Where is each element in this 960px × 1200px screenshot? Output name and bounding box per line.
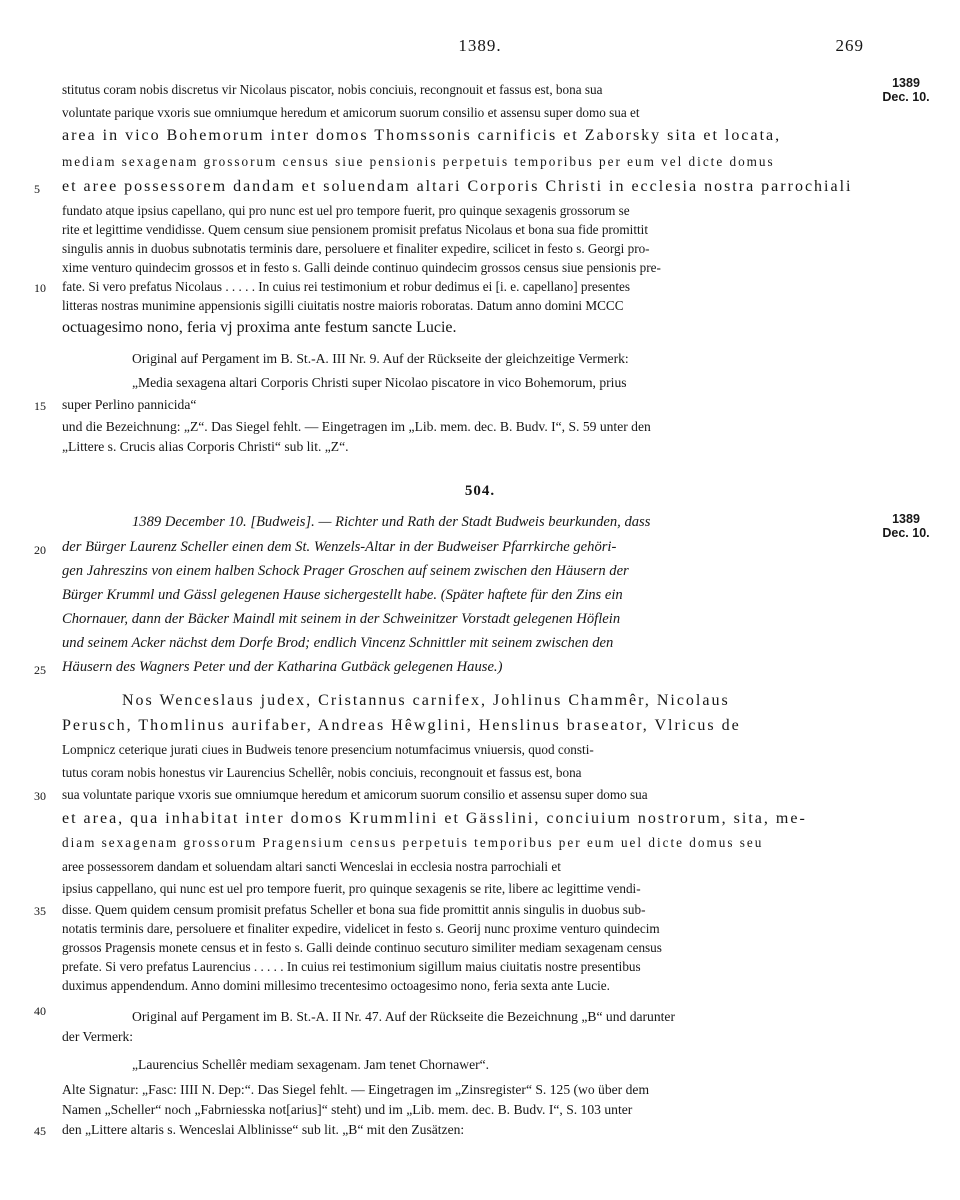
note-line: Alte Signatur: „Fasc: IIII N. Dep:“. Das Siegel fehlt. — Eingetragen im „Zinsregister“ S. 125 (wo über dem (62, 1082, 650, 1097)
note-line: „Laurencius Schellêr mediam sexagenam. Jam tenet Chornawer“. (132, 1057, 490, 1072)
line-number: 40 (34, 1004, 46, 1018)
text-line: fundato atque ipsius capellano, qui pro nunc est uel pro tempore fuerit, pro quinque sexagenis grossorum se (62, 203, 630, 218)
line-number: 5 (34, 182, 40, 196)
text-line: xime venturo quindecim grossos et in festo s. Galli deinde continuo quindecim grossos census siue pensionis pre- (62, 260, 661, 275)
text-line: diam sexagenam grossorum Pragensium census perpetuis temporibus per eum uel dicte domus seu (62, 835, 764, 850)
text-line: ipsius cappellano, qui nunc est uel pro tempore fuerit, pro quinque sexagenis se rite, libere ac legittime vendi- (62, 881, 641, 896)
text-line: prefate. Si vero prefatus Laurencius . . . . . In cuius rei testimonium sigillum maius ciuitatis nostre presentibus (62, 959, 641, 974)
text-line: singulis annis in duobus subnotatis terminis dare, persoluere et finaliter expedire, scilicet in festo s. Georgi pro- (62, 241, 650, 256)
note-line: „Media sexagena altari Corporis Christi super Nicolao piscatore in vico Bohemorum, prius (132, 375, 627, 390)
text-line: rite et legittime vendidisse. Quem censum siue pensionem promisit prefatus Nicolaus et bona sua fide promittit (62, 222, 648, 237)
text-line: notatis terminis dare, persoluere et finaliter expedire, videlicet in festo s. Georij nunc proxime venturo quindecim (62, 921, 660, 936)
note-line: „Littere s. Crucis alias Corporis Christi“ sub lit. „Z“. (62, 439, 349, 454)
text-line: area in vico Bohemorum inter domos Thomssonis carnificis et Zaborsky sita et locata, (62, 127, 782, 144)
regest-line: gen Jahreszins von einem halben Schock Prager Groschen auf seinem zwischen den Häusern der (62, 563, 629, 579)
text-line: et area, qua inhabitat inter domos Krummlini et Gässlini, conciuium nostrorum, sita, me- (62, 810, 807, 827)
margin-date: 1389 Dec. 10. (882, 512, 930, 540)
text-line: duximus appendendum. Anno domini millesimo trecentesimo octoagesimo nono, feria sexta ante Lucie. (62, 978, 610, 993)
note-line: Original auf Pergament im B. St.-A. III Nr. 9. Auf der Rückseite der gleichzeitige Vermerk: (132, 351, 629, 366)
text-line: litteras nostras munimine appensionis sigilli ciuitatis nostre maioris roboratas. Datum anno domini MCCC (62, 298, 624, 313)
line-number: 30 (34, 789, 46, 803)
line-number: 10 (34, 281, 46, 295)
margin-date: 1389 Dec. 10. (882, 76, 930, 104)
text-line: tutus coram nobis honestus vir Laurencius Schellêr, nobis conciuis, recongnouit et fassus est, bona (62, 765, 582, 780)
regest-line: 1389 December 10. [Budweis]. — Richter und Rath der Stadt Budweis beurkunden, dass (132, 514, 651, 530)
text-line: fate. Si vero prefatus Nicolaus . . . . . In cuius rei testimonium et robur dedimus ei [i. e. capellano] presentes (62, 279, 630, 294)
note-line: den „Littere altaris s. Wenceslai Alblinisse“ sub lit. „B“ mit den Zusätzen: (62, 1122, 465, 1137)
page-number: 269 (835, 36, 864, 55)
line-number: 45 (34, 1124, 46, 1138)
text-line: mediam sexagenam grossorum census siue pensionis perpetuis temporibus per eum vel dicte domus (62, 154, 775, 169)
line-number: 20 (34, 543, 46, 557)
regest-line: Häusern des Wagners Peter und der Katharina Gutbäck gelegenen Hause.) (62, 659, 503, 675)
line-number: 15 (34, 399, 46, 413)
regest-line: Chornauer, dann der Bäcker Maindl mit seinem in der Schweinitzer Vorstadt gelegenen Höflein (62, 611, 621, 627)
note-line: Namen „Scheller“ noch „Fabrniesska not[arius]“ steht) und im „Lib. mem. dec. B. Budv. I“, S. 103 unter (62, 1102, 633, 1117)
text-line: et aree possessorem dandam et soluendam altari Corporis Christi in ecclesia nostra parrochiali (62, 178, 853, 195)
note-line: super Perlino pannicida“ (62, 397, 197, 412)
text-line: Nos Wenceslaus judex, Cristannus carnifex, Johlinus Chammêr, Nicolaus (122, 692, 730, 709)
regest-line: der Bürger Laurenz Scheller einen dem St. Wenzels-Altar in der Budweiser Pfarrkirche gehöri- (62, 539, 617, 555)
regest-line: und seinem Acker nächst dem Dorfe Brod; endlich Vincenz Schnittler mit seinem zwischen den (62, 635, 614, 651)
text-line: disse. Quem quidem censum promisit prefatus Scheller et bona sua fide promittit annis singulis in duobus sub- (62, 902, 646, 917)
regest-line: Bürger Krumml und Gässl gelegenen Hause sichergestellt habe. (Später haftete für den Zins ein (62, 587, 623, 603)
text-line: Lompnicz ceterique jurati ciues in Budweis tenore presencium notumfacimus vniuersis, quod consti- (62, 742, 594, 757)
note-line: und die Bezeichnung: „Z“. Das Siegel fehlt. — Eingetragen im „Lib. mem. dec. B. Budv. I“, S. 59 unter den (62, 419, 651, 434)
text-line: voluntate parique vxoris sue omniumque heredum et amicorum suorum consilio et assensu super domo sua et (62, 105, 640, 120)
note-line: der Vermerk: (62, 1029, 134, 1044)
text-line: sua voluntate parique vxoris sue omniumque heredum et amicorum suorum consilio et assensu super domo sua (62, 787, 648, 802)
text-line: Perusch, Thomlinus aurifaber, Andreas Hêwglini, Henslinus braseator, Vlricus de (62, 717, 741, 734)
line-number: 35 (34, 904, 46, 918)
document-number: 504. (464, 483, 496, 499)
text-line: stitutus coram nobis discretus vir Nicolaus piscator, nobis conciuis, recongnouit et fassus est, bona sua (62, 82, 603, 97)
running-header-year: 1389. (458, 36, 502, 55)
text-line: aree possessorem dandam et soluendam altari sancti Wenceslai in ecclesia nostra parrochiali et (62, 859, 561, 874)
line-number: 25 (34, 663, 46, 677)
text-line: grossos Pragensis monete census et in festo s. Galli deinde continuo secuturo similiter mediam sexagenam census (62, 940, 662, 955)
text-line: octuagesimo nono, feria vj proxima ante festum sancte Lucie. (62, 319, 457, 336)
note-line: Original auf Pergament im B. St.-A. II Nr. 47. Auf der Rückseite die Bezeichnung „B“ und darunter (132, 1009, 675, 1024)
